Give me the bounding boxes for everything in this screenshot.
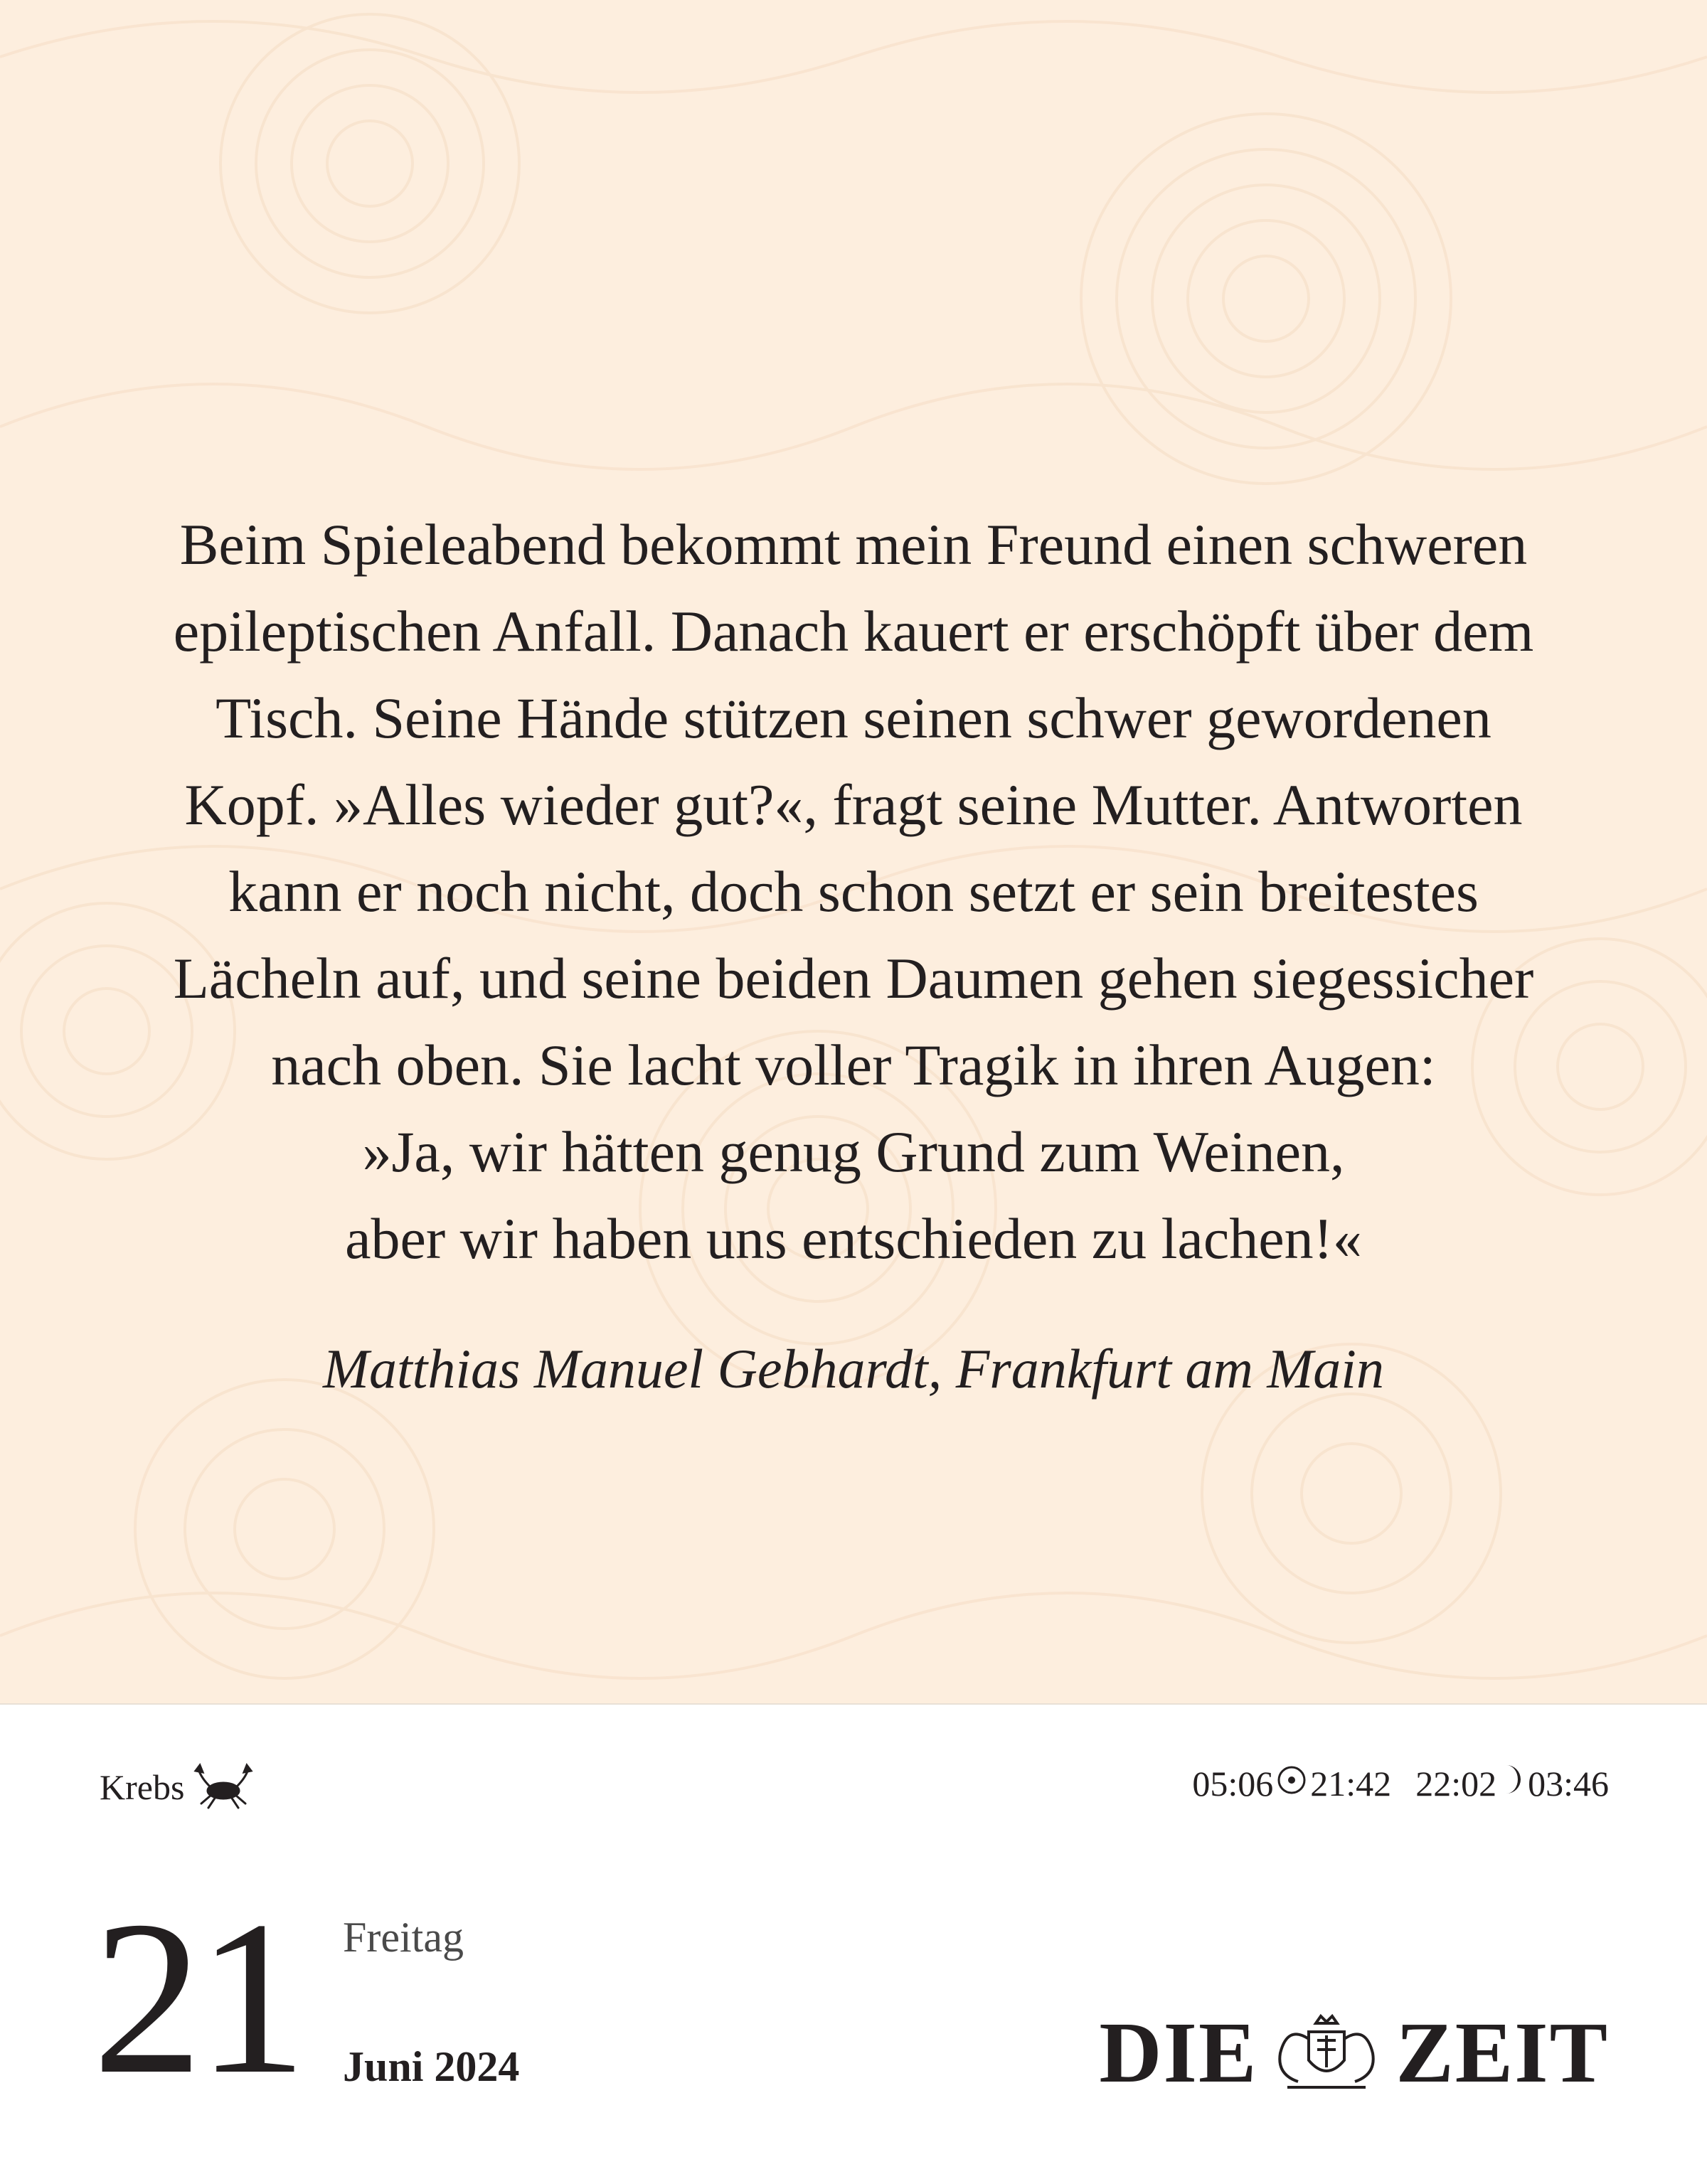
quote-line: kann er noch nicht, doch schon setzt er sein breitestes [228,859,1479,924]
moonset-time: 03:46 [1528,1764,1609,1804]
quote-line: Tisch. Seine Hände stützen seinen schwer gewordenen [216,686,1491,750]
weekday: Freitag [343,1914,464,1961]
quote-line: aber wir haben uns entschieden zu lachen!« [345,1206,1362,1271]
quote-line: »Ja, wir hätten genug Grund zum Weinen, [362,1119,1345,1184]
quote-author: Matthias Manuel Gebhardt, Frankfurt am Main [323,1338,1384,1400]
die-zeit-logo [1099,2005,1609,2101]
moon-icon [1499,1762,1525,1805]
logo-right-text: ZEIT [1395,2005,1609,2101]
zodiac-label: Krebs [100,1767,185,1807]
quote-line: Lächeln auf, und seine beiden Daumen gehen siegessicher [173,946,1534,1011]
zodiac-sign [100,1762,255,1812]
logo-left-text: DIE [1099,2005,1258,2101]
moonrise-time: 22:02 [1415,1764,1497,1804]
day-number: 21 [92,1876,302,2120]
quote-line: Kopf. »Alles wieder gut?«, fragt seine Mutter. Antworten [184,772,1523,837]
sunset-time: 21:42 [1310,1764,1392,1804]
crab-icon [191,1762,255,1812]
sun-moon-times [1192,1762,1609,1805]
month-year: Juni 2024 [343,2043,520,2090]
sunrise-time: 05:06 [1192,1764,1274,1804]
coat-of-arms-icon [1259,2010,1394,2096]
quote-line: Beim Spieleabend bekommt mein Freund einen schweren [179,512,1528,577]
quote-text [85,501,1622,1282]
quote-line: nach oben. Sie lacht voller Tragik in ihren Augen: [271,1033,1436,1097]
quote-line: epileptischen Anfall. Danach kauert er erschöpft über dem [173,599,1534,664]
sun-icon [1276,1763,1307,1804]
